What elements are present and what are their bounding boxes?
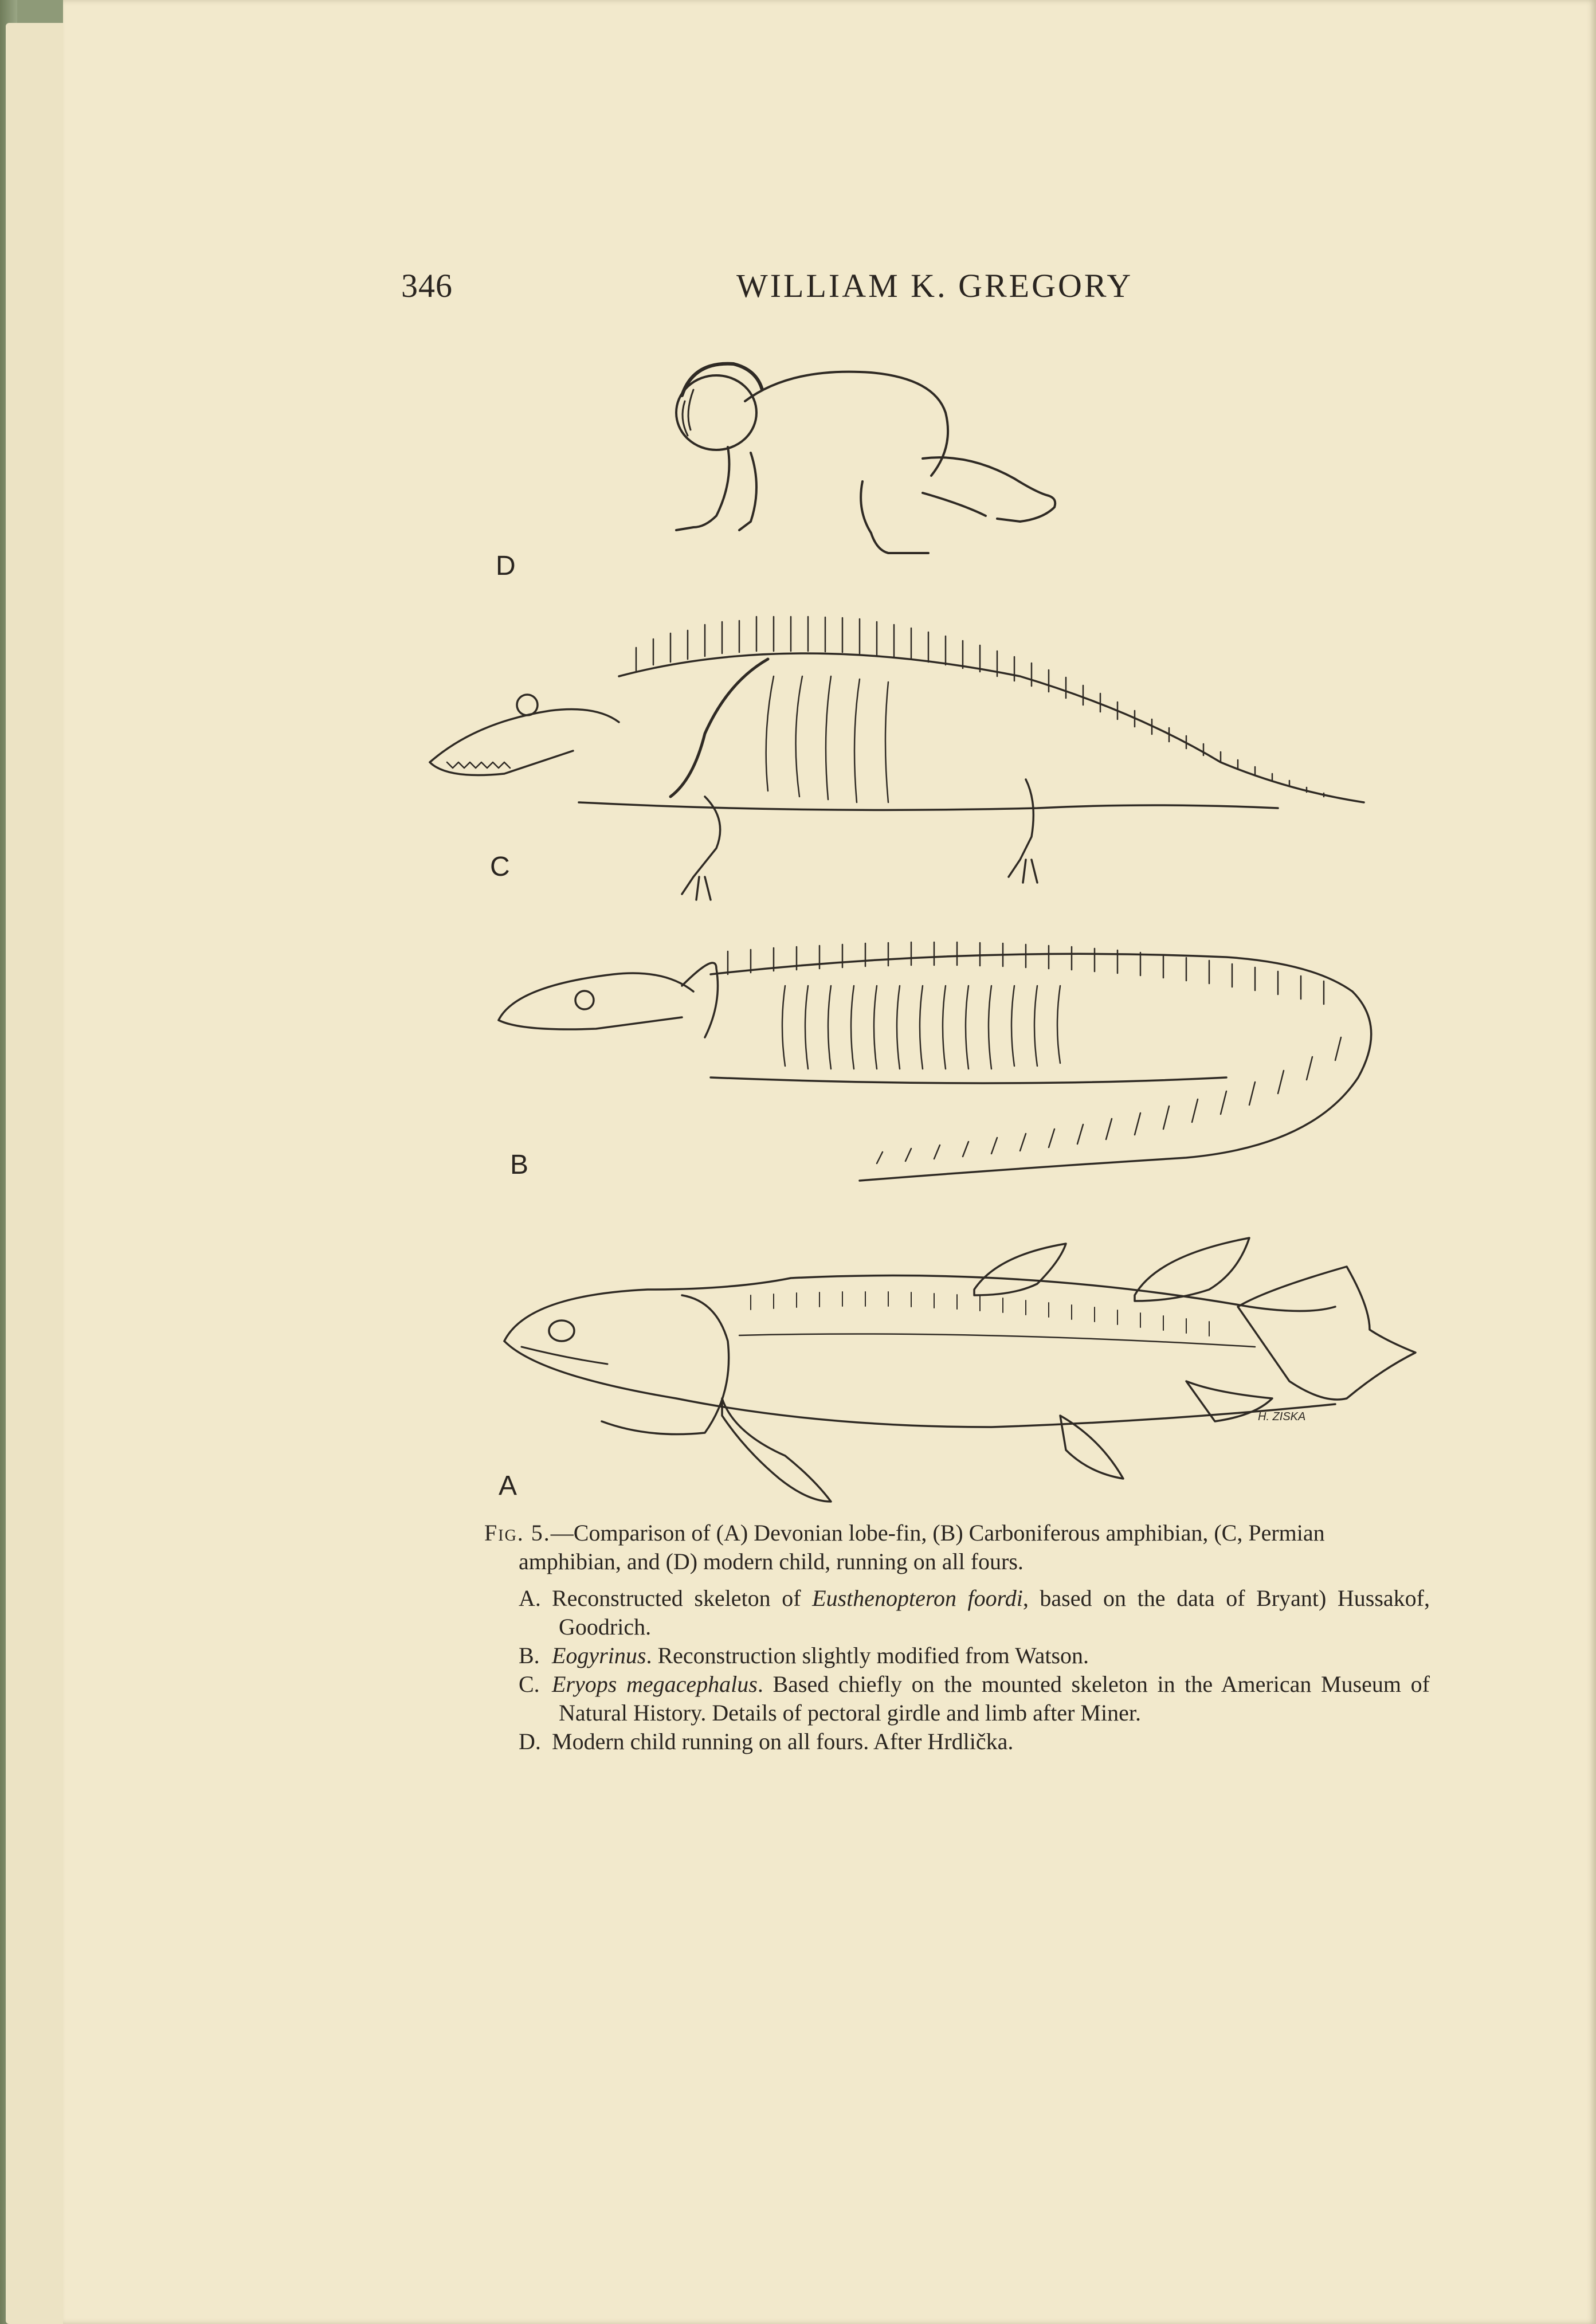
note-key: B. [519, 1643, 540, 1668]
book-page [63, 0, 1596, 2324]
eryops-skeleton-drawing [430, 617, 1364, 900]
page-number: 346 [401, 267, 453, 304]
species-name: Eusthenopteron foordi [812, 1585, 1023, 1611]
caption-note [484, 1641, 1430, 1670]
caption-text: —Comparison of (A) Devonian lobe-fin, (B) Carboniferous amphibian, (C, Permian amphibian, and (D) modern child, running on all fours. [519, 1520, 1325, 1574]
species-name: Eogyrinus [552, 1643, 646, 1668]
eogyrinus-skeleton-drawing [499, 942, 1371, 1181]
panel-letter-a: A [499, 1471, 517, 1501]
note-key: C. [519, 1671, 540, 1697]
figure-caption [484, 1519, 1430, 1756]
eusthenopteron-drawing [504, 1238, 1415, 1502]
figure-label: Fig. 5. [484, 1520, 551, 1546]
caption-main [484, 1519, 1430, 1576]
note-text: Modern child running on all fours. After Hrdlička. [552, 1729, 1014, 1754]
caption-notes [484, 1584, 1430, 1756]
figure-illustration [63, 0, 1596, 1519]
note-text: , based on the data of Bryant) Hussakof, Goodrich. [559, 1585, 1430, 1640]
note-text: Reconstructed skeleton of [552, 1585, 813, 1611]
note-text: . Based chiefly on the mounted skeleton in the American Museum of Natural History. Details of pectoral girdle and limb after Miner. [559, 1671, 1430, 1726]
caption-note [484, 1727, 1430, 1756]
panel-letter-c: C [490, 852, 510, 882]
artist-signature: H. ZISKA [1258, 1410, 1306, 1423]
panel-letter-d: D [496, 551, 516, 581]
species-name: Eryops megacephalus [552, 1671, 758, 1697]
child-crawling-drawing [676, 364, 1055, 553]
note-text: . Reconstruction slightly modified from Watson. [646, 1643, 1089, 1668]
author-name: WILLIAM K. GREGORY [736, 267, 1134, 304]
caption-note [484, 1670, 1430, 1727]
caption-note [484, 1584, 1430, 1641]
panel-letter-b: B [510, 1150, 529, 1180]
note-key: D. [519, 1729, 541, 1754]
note-key: A. [519, 1585, 541, 1611]
